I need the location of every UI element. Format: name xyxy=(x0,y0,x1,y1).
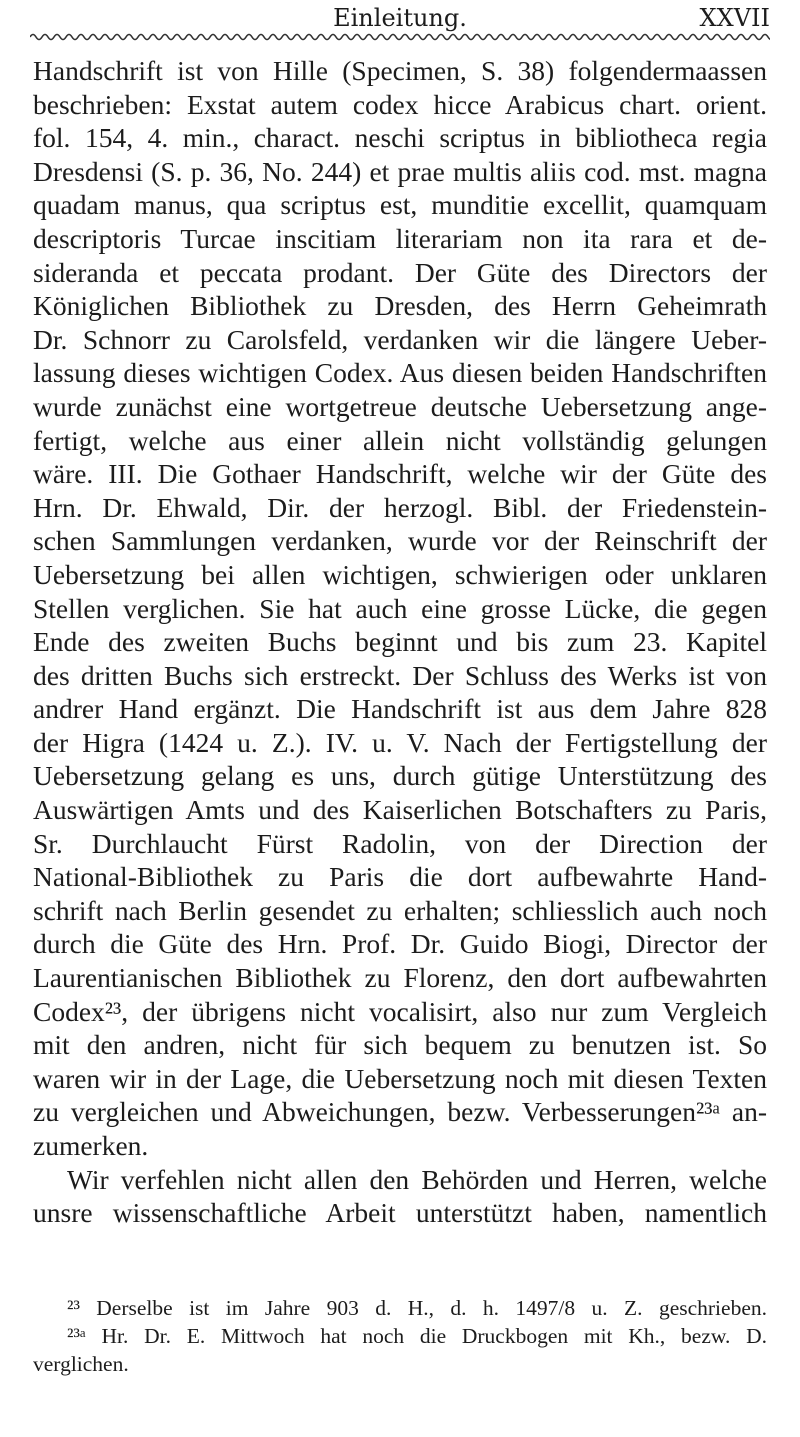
text-line: zumerken. xyxy=(33,1130,149,1161)
page-header xyxy=(30,4,770,44)
text-line: schrift nach Berlin gesendet zu erhalten; schliesslich auch noch xyxy=(33,894,767,926)
text-line: fertigt, welche aus einer allein nicht vollständig gelungen xyxy=(33,424,767,456)
page-number: XXVII xyxy=(699,4,770,32)
text-line: Dresdensi (S. p. 36, No. 244) et prae multis aliis cod. mst. magna xyxy=(33,155,767,187)
footnote-23: ²³ Derselbe ist im Jahre 903 d. H., d. h. 1497/8 u. Z. geschrieben. xyxy=(67,1296,767,1320)
text-line: lassung dieses wichtigen Codex. Aus diesen beiden Handschriften xyxy=(33,357,767,389)
text-line: wäre. III. Die Gothaer Handschrift, welche wir der Güte des xyxy=(33,458,767,490)
text-line: sideranda et peccata prodant. Der Güte des Directors der xyxy=(33,256,767,288)
text-line: National-Bibliothek zu Paris die dort aufbewahrte Hand- xyxy=(33,861,767,893)
text-line: Dr. Schnorr zu Carolsfeld, verdanken wir die längere Ueber- xyxy=(33,323,767,355)
text-line: der Higra (1424 u. Z.). IV. u. V. Nach der Fertigstellung der xyxy=(33,726,767,758)
text-line: wurde zunächst eine wortgetreue deutsche Uebersetzung ange- xyxy=(33,390,767,422)
text-line: fol. 154, 4. min., charact. neschi scriptus in bibliotheca regia xyxy=(33,122,767,154)
text-line: beschrieben: Exstat autem codex hicce Arabicus chart. orient. xyxy=(33,88,767,120)
running-title: Einleitung. xyxy=(333,4,467,32)
text-line: Uebersetzung gelang es uns, durch gütige Unterstützung des xyxy=(33,760,767,792)
text-line: Wir verfehlen nicht allen den Behörden und Herren, welche xyxy=(67,1163,767,1195)
text-line: waren wir in der Lage, die Uebersetzung noch mit diesen Texten xyxy=(33,1062,767,1094)
text-line: unsre wissenschaftliche Arbeit unterstützt haben, namentlich xyxy=(33,1197,767,1229)
text-line: Ende des zweiten Buchs beginnt und bis zum 23. Kapitel xyxy=(33,626,767,658)
text-line: Königlichen Bibliothek zu Dresden, des Herrn Geheimrath xyxy=(33,290,767,322)
footnotes xyxy=(33,1294,767,1378)
text-line: Stellen verglichen. Sie hat auch eine grosse Lücke, die gegen xyxy=(33,592,767,624)
text-line: mit den andren, nicht für sich bequem zu benutzen ist. So xyxy=(33,1029,767,1061)
text-line: Handschrift ist von Hille (Specimen, S. 38) folgendermaassen xyxy=(33,55,767,86)
text-line: andrer Hand ergänzt. Die Handschrift ist aus dem Jahre 828 xyxy=(33,693,767,725)
text-line: Sr. Durchlaucht Fürst Radolin, von der Direction der xyxy=(33,827,767,859)
text-line: Hrn. Dr. Ehwald, Dir. der herzogl. Bibl. der Friedenstein- xyxy=(33,491,767,523)
text-line: Codex²³, der übrigens nicht vocalisirt, also nur zum Vergleich xyxy=(33,995,767,1027)
main-text xyxy=(33,54,767,1230)
text-line: schen Sammlungen verdanken, wurde vor der Reinschrift der xyxy=(33,525,767,557)
text-line: des dritten Buchs sich erstreckt. Der Schluss des Werks ist von xyxy=(33,659,767,691)
text-line: Auswärtigen Amts und des Kaiserlichen Botschafters zu Paris, xyxy=(33,794,767,826)
text-line: descriptoris Turcae inscitiam literariam non ita rara et de- xyxy=(33,222,767,254)
footnote-23a-continued: verglichen. xyxy=(33,1352,129,1376)
text-line: Uebersetzung bei allen wichtigen, schwierigen oder unklaren xyxy=(33,558,767,590)
text-line: zu vergleichen und Abweichungen, bezw. Verbesserungen²³ᵃ an- xyxy=(33,1096,767,1128)
wavy-rule xyxy=(30,31,770,43)
text-line: quadam manus, qua scriptus est, munditie excellit, quamquam xyxy=(33,189,767,221)
text-line: durch die Güte des Hrn. Prof. Dr. Guido Biogi, Director der xyxy=(33,928,767,960)
text-line: Laurentianischen Bibliothek zu Florenz, den dort aufbewahrten xyxy=(33,962,767,994)
footnote-23a: ²³ᵃ Hr. Dr. E. Mittwoch hat noch die Druckbogen mit Kh., bezw. D. xyxy=(67,1324,767,1348)
